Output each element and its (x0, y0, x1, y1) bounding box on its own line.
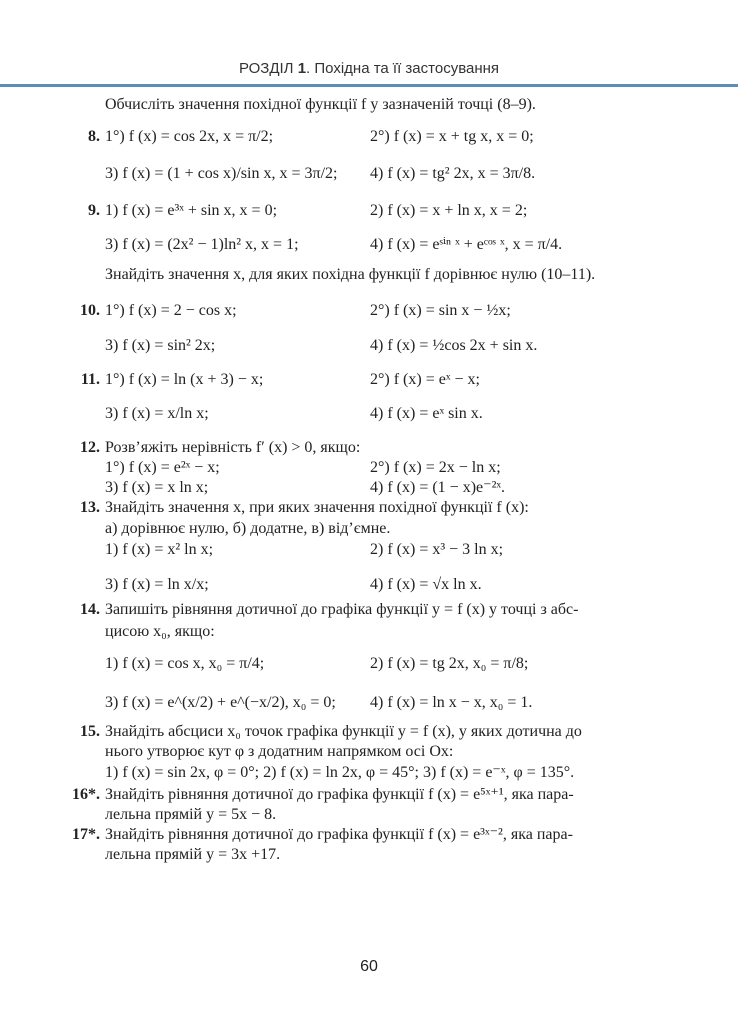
problem-item: 4) f (x) = ½cos 2x + sin x. (370, 337, 538, 354)
header-rule (0, 84, 738, 87)
problem-item: 1) f (x) = x² ln x; (105, 541, 214, 558)
problem-items: 1) f (x) = sin 2x, φ = 0°; 2) f (x) = ln 2x, φ = 45°; 3) f (x) = e⁻ˣ, φ = 135°. (105, 764, 575, 781)
problem-item: 3) f (x) = x/ln x; (105, 405, 209, 422)
section-label: РОЗДІЛ (238, 60, 294, 77)
problem-item: 3) f (x) = ln x/x; (105, 576, 209, 593)
problem-number: 10. (80, 302, 100, 319)
problem-number: 17*. (72, 826, 100, 843)
problem-number: 16*. (72, 786, 100, 803)
instruction-10-11: Знайдіть значення x, для яких похідна функції f дорівнює нулю (10–11). (105, 266, 596, 283)
problem-text: Знайдіть рівняння дотичної до графіка функції f (x) = e³ˣ⁻², яка пара- (105, 826, 573, 843)
problem-number: 8. (88, 128, 100, 145)
problem-text: лельна прямій y = 3x +17. (105, 846, 281, 863)
problem-item: 3) f (x) = e^(x/2) + e^(−x/2), x₀ = 0; (105, 694, 336, 711)
problem-text: Запишіть рівняння дотичної до графіка функції y = f (x) у точці з абс- (105, 601, 579, 618)
problem-item: 2°) f (x) = x + tg x, x = 0; (370, 128, 534, 145)
problem-number: 14. (80, 601, 100, 618)
problem-item: 2°) f (x) = eˣ − x; (370, 371, 480, 388)
problem-number: 15. (80, 723, 100, 740)
problem-number: 9. (88, 202, 100, 219)
problem-text: нього утворює кут φ з додатним напрямком осі Ox: (105, 743, 454, 760)
problem-item: 4) f (x) = tg² 2x, x = 3π/8. (370, 165, 536, 182)
section-number: 1 (297, 60, 307, 77)
problem-item: 2) f (x) = x³ − 3 ln x; (370, 541, 504, 558)
problem-item: 4) f (x) = (1 − x)e⁻²ˣ. (370, 479, 505, 496)
problem-item: 3) f (x) = (1 + cos x)/sin x, x = 3π/2; (105, 165, 338, 182)
problem-text: Знайдіть абсциси x₀ точок графіка функції y = f (x), у яких дотична до (105, 723, 582, 740)
problem-item: 3) f (x) = x ln x; (105, 479, 209, 496)
instruction-8-9: Обчисліть значення похідної функції f у зазначеній точці (8–9). (105, 96, 536, 113)
section-title: . Похідна та її застосування (306, 60, 500, 77)
problem-item: 2) f (x) = tg 2x, x₀ = π/8; (370, 655, 529, 672)
problem-item: 1°) f (x) = e²ˣ − x; (105, 459, 220, 476)
problem-item: 2) f (x) = x + ln x, x = 2; (370, 202, 528, 219)
problem-item: 4) f (x) = ln x − x, x₀ = 1. (370, 694, 533, 711)
problem-text: лельна прямій y = 5x − 8. (105, 806, 277, 823)
problem-item: 3) f (x) = sin² 2x; (105, 337, 216, 354)
problem-item: 1°) f (x) = 2 − cos x; (105, 302, 237, 319)
problem-text: Знайдіть рівняння дотичної до графіка функції f (x) = e⁵ˣ⁺¹, яка пара- (105, 786, 574, 803)
problem-item: 3) f (x) = (2x² − 1)ln² x, x = 1; (105, 236, 299, 253)
problem-item: 2°) f (x) = 2x − ln x; (370, 459, 501, 476)
problem-item: 1°) f (x) = cos 2x, x = π/2; (105, 128, 274, 145)
problem-item: 1°) f (x) = ln (x + 3) − x; (105, 371, 264, 388)
page-number: 60 (360, 958, 378, 975)
problem-number: 13. (80, 499, 100, 516)
section-header (0, 60, 738, 77)
problem-item: 4) f (x) = √x ln x. (370, 576, 482, 593)
problem-number: 12. (80, 439, 100, 456)
problem-item: 1) f (x) = e³ˣ + sin x, x = 0; (105, 202, 278, 219)
problem-item: 2°) f (x) = sin x − ½x; (370, 302, 511, 319)
problem-item: 4) f (x) = eˣ sin x. (370, 405, 483, 422)
problem-text: цисою x₀, якщо: (105, 623, 215, 640)
problem-text: Розв’яжіть нерівність f′ (x) > 0, якщо: (105, 439, 361, 456)
problem-item: 1) f (x) = cos x, x₀ = π/4; (105, 655, 265, 672)
problem-number: 11. (80, 371, 100, 388)
problem-text: Знайдіть значення x, при яких значення похідної функції f (x): (105, 499, 529, 516)
problem-text: а) дорівнює нулю, б) додатне, в) від’ємне. (105, 520, 391, 537)
problem-item: 4) f (x) = eˢⁱⁿ ˣ + eᶜᵒˢ ˣ, x = π/4. (370, 236, 563, 253)
